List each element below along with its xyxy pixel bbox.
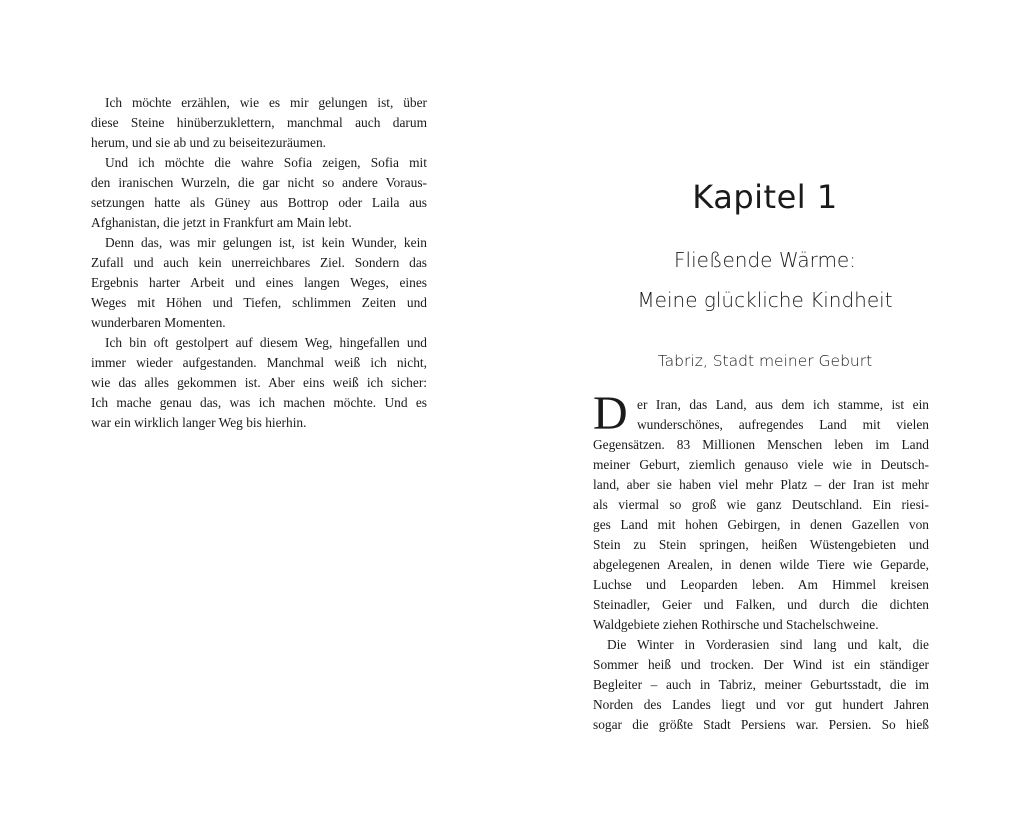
text-line: Ich möchte erzählen, wie es mir gelungen ist, über <box>105 95 427 110</box>
text-line: wie das alles gekommen ist. Aber eins weiß ich sicher: <box>91 375 427 390</box>
text-line: Weges mit Höhen und Tiefen, schlimmen Zeiten und <box>91 295 427 310</box>
text-line: Luchse und Leoparden leben. Am Himmel kreisen <box>593 577 929 592</box>
chapter-subtitle-line-2: Meine glückliche Kindheit <box>637 288 893 312</box>
text-line: immer wieder aufgestanden. Manchmal weiß ich nicht, <box>91 355 427 370</box>
text-line: er Iran, das Land, aus dem ich stamme, ist ein <box>637 397 929 412</box>
text-line: Und ich möchte die wahre Sofia zeigen, Sofia mit <box>105 155 427 170</box>
text-line: Norden des Landes liegt und vor gut hundert Jahren <box>593 697 929 712</box>
chapter-title: Kapitel 1 <box>692 178 838 216</box>
section-title: Tabriz, Stadt meiner Geburt <box>657 352 873 370</box>
text-line: Ich bin oft gestolpert auf diesem Weg, hingefallen und <box>105 335 427 350</box>
text-line: Gegensätzen. 83 Millionen Menschen leben im Land <box>593 437 929 452</box>
text-line: Ergebnis harter Arbeit und eines langen Weges, eines <box>91 275 427 290</box>
text-line: diese Steine hinüberzuklettern, manchmal auch darum <box>91 115 427 130</box>
text-line: herum, und sie ab und zu beiseitezuräumen. <box>91 135 327 150</box>
text-line: meiner Geburt, ziemlich genauso viele wie in Deutsch- <box>593 457 929 472</box>
text-line: wunderschönes, aufregendes Land mit vielen <box>637 417 929 432</box>
text-line: den iranischen Wurzeln, die gar nicht so andere Voraus- <box>91 175 427 190</box>
text-line: Begleiter – auch in Tabriz, meiner Geburtsstadt, die im <box>593 677 929 692</box>
text-line: Waldgebiete ziehen Rothirsche und Stachelschweine. <box>593 617 879 632</box>
text-line: land, aber sie haben viel mehr Platz – der Iran ist mehr <box>593 477 929 492</box>
text-line: sogar die größte Stadt Persiens war. Persien. So hieß <box>593 717 929 732</box>
text-line: Zufall und auch kein unerreichbares Ziel. Sondern das <box>91 255 427 270</box>
text-line: setzungen hatte als Güney aus Bottrop oder Laila aus <box>91 195 427 210</box>
text-line: wunderbaren Momenten. <box>91 315 226 330</box>
text-line: Stein zu Stein springen, heißen Wüstengebieten und <box>593 537 929 552</box>
text-line: abgelegenen Arealen, in denen wilde Tiere wie Geparde, <box>593 557 929 572</box>
text-line: Afghanistan, die jetzt in Frankfurt am Main lebt. <box>91 215 352 230</box>
text-line: Die Winter in Vorderasien sind lang und kalt, die <box>607 637 929 652</box>
text-line: war ein wirklich langer Weg bis hierhin. <box>91 415 307 430</box>
text-line: Steinadler, Geier und Falken, und durch die dichten <box>593 597 929 612</box>
drop-cap: D <box>593 387 628 440</box>
text-line: als viermal so groß wie ganz Deutschland. Ein riesi- <box>593 497 929 512</box>
text-line: ges Land mit hohen Gebirgen, in denen Gazellen von <box>593 517 929 532</box>
text-line: Ich mache genau das, was ich machen möchte. Und es <box>91 395 427 410</box>
text-line: Sommer heiß und trocken. Der Wind ist ein ständiger <box>593 657 929 672</box>
chapter-subtitle-line-1: Fließende Wärme: <box>674 248 856 272</box>
right-page <box>510 0 1020 813</box>
text-line: Denn das, was mir gelungen ist, ist kein Wunder, kein <box>105 235 427 250</box>
